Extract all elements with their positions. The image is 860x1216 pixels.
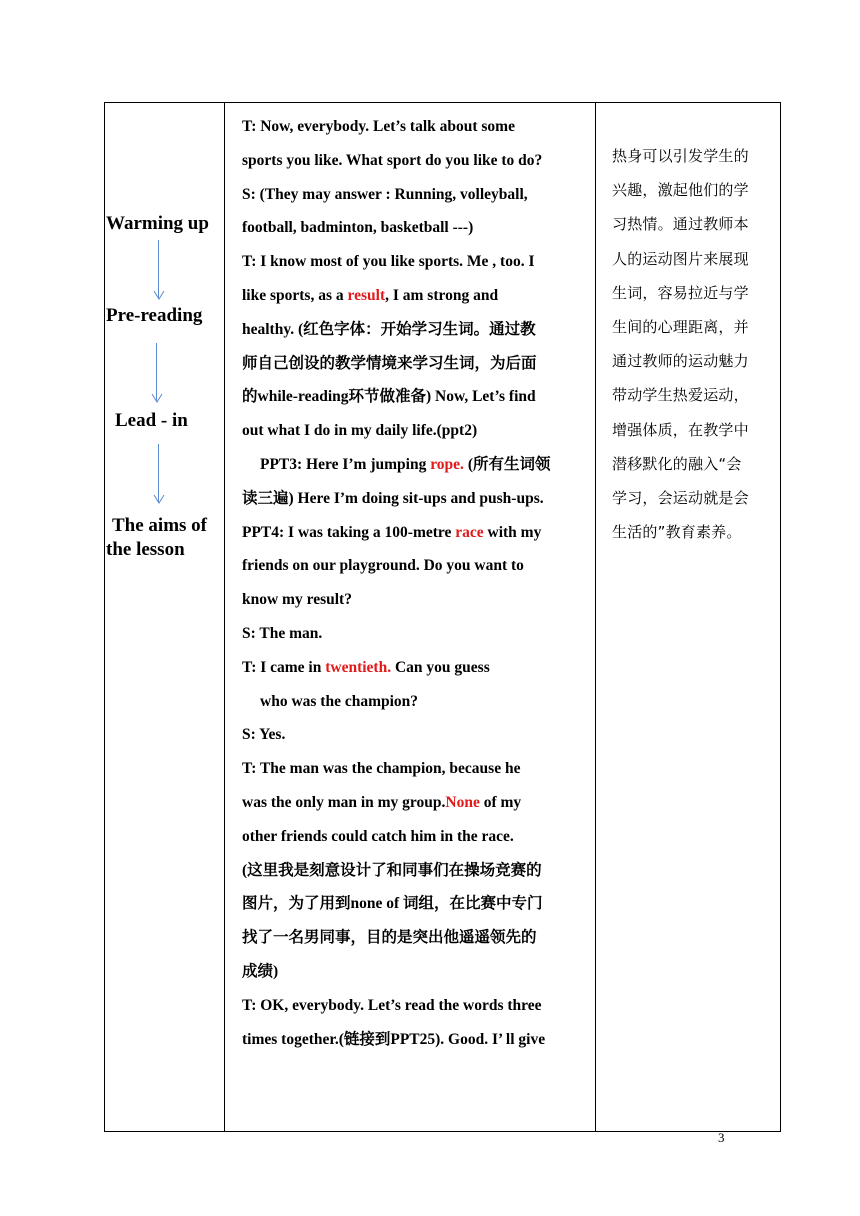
stage-warming-up: Warming up (106, 213, 209, 234)
text-line: S: (They may answer : Running, volleyball, (242, 185, 528, 203)
rationale-line: 潜移默化的融入“会 (612, 454, 742, 473)
text-line: times together.(链接到PPT25). Good. I’ ll give (242, 1030, 546, 1048)
text-line: 的while-reading环节做准备) Now, Let’s find (242, 388, 536, 406)
down-arrow-icon (151, 343, 163, 403)
text-line: 图片，为了用到none of 词组，在比赛中专门 (242, 895, 543, 913)
text-line: healthy. (红色字体：开始学习生词。通过教 (242, 320, 536, 338)
text-line: 找了一名男同事，目的是突出他遥遥领先的 (242, 929, 537, 947)
column-divider-1 (224, 102, 225, 1132)
rationale-line: 通过教师的运动魅力 (612, 352, 749, 371)
text-line: S: The man. (242, 624, 323, 642)
rationale-line: 生间的心理距离，并 (612, 318, 749, 337)
text-line: 读三遍) Here I’m doing sit-ups and push-ups. (242, 489, 544, 507)
text-line: PPT3: Here I’m jumping rope. (所有生词领 (260, 455, 551, 473)
text-line: S: Yes. (242, 726, 286, 744)
rationale-line: 习热情。通过教师本 (612, 215, 749, 234)
text-line: T: Now, everybody. Let’s talk about some (242, 118, 515, 135)
text-line: out what I do in my daily life.(ppt2) (242, 422, 478, 440)
teaching-procedure (242, 110, 592, 1056)
text-line: who was the champion? (260, 692, 419, 710)
design-rationale (612, 139, 772, 549)
rationale-line: 增强体质，在教学中 (612, 420, 749, 439)
page-number: 3 (718, 1130, 725, 1145)
stage-aims-line1: The aims of (112, 515, 207, 536)
down-arrow-icon (153, 240, 165, 300)
text-line: like sports, as a result, I am strong and (242, 286, 499, 304)
vocab-highlight: result (347, 286, 386, 304)
stage-aims-line2: the lesson (106, 539, 185, 560)
text-line: other friends could catch him in the race. (242, 827, 514, 845)
vocab-highlight: rope. (430, 455, 464, 473)
rationale-line: 兴趣，激起他们的学 (612, 181, 749, 200)
rationale-line: 人的运动图片来展现 (612, 249, 749, 268)
rationale-line: 学习，会运动就是会 (612, 489, 749, 508)
text-line: 成绩) (242, 962, 279, 980)
down-arrow-icon (153, 444, 165, 504)
text-line: 师自己创设的教学情境来学习生词，为后面 (242, 354, 537, 372)
vocab-highlight: None (445, 793, 480, 811)
rationale-line: 生词，容易拉近与学 (612, 283, 749, 302)
vocab-highlight: race (455, 523, 484, 541)
text-line: was the only man in my group.None of my (242, 793, 522, 811)
rationale-line: 带动学生热爱运动， (612, 386, 749, 405)
text-line: T: OK, everybody. Let’s read the words three (242, 996, 542, 1014)
text-line: friends on our playground. Do you want to (242, 557, 524, 575)
stage-lead-in: Lead - in (115, 410, 188, 431)
text-line: football, badminton, basketball ---) (242, 219, 474, 237)
stage-pre-reading: Pre-reading (106, 305, 203, 326)
text-line: (这里我是刻意设计了和同事们在操场竞赛的 (242, 861, 542, 879)
rationale-line: 生活的”教育素养。 (612, 523, 742, 542)
text-line: sports you like. What sport do you like to do? (242, 151, 543, 169)
rationale-line: 热身可以引发学生的 (612, 147, 749, 165)
column-divider-2 (595, 102, 596, 1132)
text-line: know my result? (242, 591, 352, 609)
text-line: T: I came in twentieth. Can you guess (242, 658, 490, 676)
text-line: PPT4: I was taking a 100-metre race with my (242, 523, 542, 541)
vocab-highlight: twentieth. (325, 658, 392, 676)
text-line: T: The man was the champion, because he (242, 760, 521, 778)
text-line: T: I know most of you like sports. Me , too. I (242, 253, 535, 271)
